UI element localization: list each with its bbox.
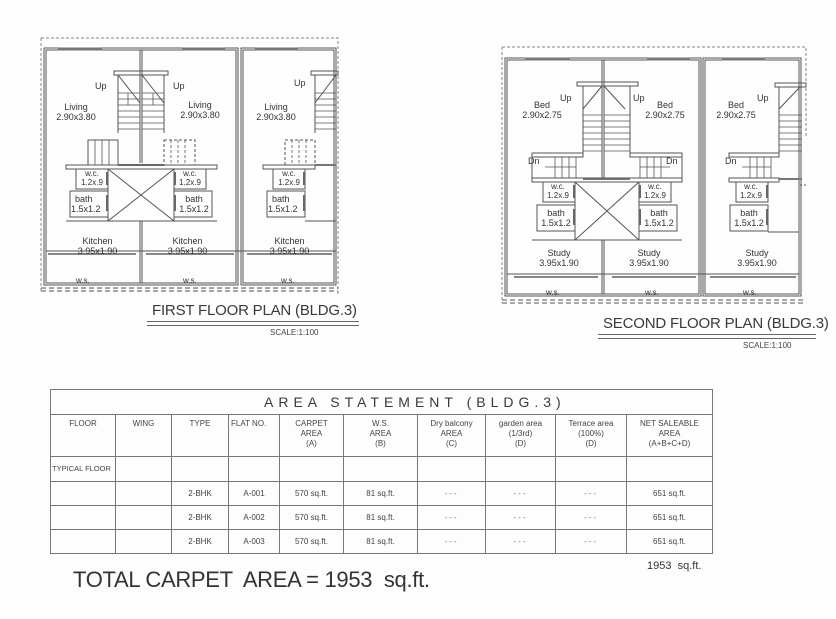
flat-no-cell: A-001	[229, 482, 280, 506]
wc-dimension: 1.2x.9	[547, 191, 569, 200]
col-header-garden-area: garden area (1/3rd) (D)	[486, 415, 556, 457]
terrace-area-cell: ---	[556, 506, 627, 530]
room-dimension: 3.95x1.90	[167, 246, 208, 256]
bath-label: bath	[740, 208, 758, 218]
wc-dimension: 1.2x.9	[81, 178, 103, 187]
wing-cell	[116, 482, 172, 506]
total-carpet-area: TOTAL CARPET AREA = 1953 sq.ft.	[73, 567, 430, 592]
ws-label: w.s.	[546, 288, 560, 297]
dry-balcony-cell: ---	[418, 506, 486, 530]
bath-dimension: 1.5x1.2	[644, 218, 674, 228]
col-header-ws-area: W.S. AREA (B)	[344, 415, 418, 457]
wc-dimension: 1.2x.9	[644, 191, 666, 200]
col-header-carpet-area: CARPET AREA (A)	[280, 415, 344, 457]
ws-area-cell: 81 sq.ft.	[344, 530, 418, 554]
wc-dimension: 1.2x.9	[278, 178, 300, 187]
room-name: Kitchen	[82, 236, 113, 246]
terrace-area-cell: ---	[556, 530, 627, 554]
bath-label: bath	[650, 208, 668, 218]
wc-label: w.c.	[282, 169, 296, 178]
stair-down-label: Dn	[725, 156, 737, 166]
floor-cell: TYPICAL FLOOR	[51, 457, 116, 482]
first-floor-plan-title: FIRST FLOOR PLAN (BLDG.3)	[152, 302, 357, 319]
table-row	[51, 482, 713, 506]
bath-dimension: 1.5x1.2	[179, 204, 209, 214]
ws-label: w.s.	[281, 276, 295, 285]
ws-area-cell: 81 sq.ft.	[344, 482, 418, 506]
wc-dimension: 1.2x.9	[179, 178, 201, 187]
room-name: Bed	[727, 100, 744, 110]
bath-label: bath	[75, 194, 93, 204]
garden-area-cell: ---	[486, 530, 556, 554]
title-underline	[147, 321, 359, 326]
title-underline	[598, 334, 816, 339]
room-name: Kitchen	[172, 236, 203, 246]
col-header-floor: FLOOR	[51, 415, 116, 457]
room-name: Study	[547, 248, 571, 258]
carpet-area-cell: 570 sq.ft.	[280, 482, 344, 506]
floor-cell	[51, 482, 116, 506]
floor-cell	[51, 506, 116, 530]
room-name: Living	[264, 102, 288, 112]
room-dimension: 2.90x3.80	[56, 112, 96, 122]
stair-up-label: Up	[633, 93, 645, 103]
dry-balcony-cell: ---	[418, 530, 486, 554]
flat-no-cell: A-003	[229, 530, 280, 554]
col-header-wing: WING	[116, 415, 172, 457]
bath-label: bath	[272, 194, 290, 204]
ws-area-cell: 81 sq.ft.	[344, 506, 418, 530]
wing-cell	[116, 530, 172, 554]
room-dimension: 2.90x2.75	[522, 110, 562, 120]
wc-label: w.c.	[648, 182, 662, 191]
room-name: Study	[637, 248, 661, 258]
area-statement-title: AREA STATEMENT (BLDG.3)	[51, 390, 713, 415]
table-row	[51, 530, 713, 554]
room-dimension: 3.95x1.90	[539, 258, 579, 268]
garden-area-cell: ---	[486, 482, 556, 506]
room-dimension: 3.95x1.90	[737, 258, 777, 268]
garden-area-cell: ---	[486, 506, 556, 530]
wc-label: w.c.	[551, 182, 565, 191]
type-cell: 2-BHK	[172, 506, 229, 530]
room-name: Bed	[533, 100, 550, 110]
col-header-flat-no: FLAT NO.	[229, 415, 280, 457]
bath-dimension: 1.5x1.2	[734, 218, 764, 228]
wc-label: w.c.	[744, 182, 758, 191]
room-name: Study	[745, 248, 769, 258]
room-dimension: 2.90x3.80	[180, 110, 220, 120]
table-header-row	[51, 415, 713, 457]
wc-label: w.c.	[85, 169, 99, 178]
col-header-type: TYPE	[172, 415, 229, 457]
ws-label: w.s.	[743, 288, 757, 297]
dry-balcony-cell: ---	[418, 482, 486, 506]
typical-floor-row	[51, 457, 713, 482]
net-saleable-cell: 651 sq.ft.	[627, 530, 713, 554]
room-name: Living	[64, 102, 88, 112]
bath-label: bath	[185, 194, 203, 204]
room-name: Kitchen	[274, 236, 305, 246]
area-statement-table	[50, 389, 713, 554]
stair-down-label: Dn	[666, 156, 678, 166]
bath-label: bath	[547, 208, 565, 218]
stair-up-label: Up	[294, 78, 306, 88]
type-cell: 2-BHK	[172, 530, 229, 554]
ws-label: w.s.	[645, 288, 659, 297]
wing-cell	[116, 506, 172, 530]
room-dimension: 2.90x3.80	[256, 112, 296, 122]
wc-label: w.c.	[183, 169, 197, 178]
ws-label: w.s.	[76, 276, 90, 285]
floor-cell	[51, 530, 116, 554]
type-cell: 2-BHK	[172, 482, 229, 506]
room-dimension: 3.95x1.90	[77, 246, 118, 256]
net-saleable-cell: 651 sq.ft.	[627, 506, 713, 530]
stair-down-label: Dn	[528, 156, 540, 166]
col-header-dry-balcony: Dry balcony AREA (C)	[418, 415, 486, 457]
second-floor-scale: SCALE:1:100	[743, 341, 792, 350]
bath-dimension: 1.5x1.2	[541, 218, 571, 228]
col-header-terrace-area: Terrace area (100%) (D)	[556, 415, 627, 457]
carpet-area-cell: 570 sq.ft.	[280, 530, 344, 554]
net-saleable-total: 1953 sq.ft.	[647, 560, 702, 572]
room-dimension: 2.90x2.75	[645, 110, 685, 120]
bath-dimension: 1.5x1.2	[71, 204, 101, 214]
table-row	[51, 506, 713, 530]
room-dimension: 2.90x2.75	[716, 110, 756, 120]
net-saleable-cell: 651 sq.ft.	[627, 482, 713, 506]
room-name: Bed	[656, 100, 673, 110]
room-dimension: 3.95x1.90	[629, 258, 669, 268]
flat-no-cell: A-002	[229, 506, 280, 530]
room-name: Living	[188, 100, 212, 110]
col-header-net-saleable: NET SALEABLE AREA (A+B+C+D)	[627, 415, 713, 457]
ws-label: w.s.	[183, 276, 197, 285]
room-dimension: 3.95x1.90	[269, 246, 310, 256]
terrace-area-cell: ---	[556, 482, 627, 506]
second-floor-plan-title: SECOND FLOOR PLAN (BLDG.3)	[603, 315, 829, 332]
wc-dimension: 1.2x.9	[740, 191, 762, 200]
carpet-area-cell: 570 sq.ft.	[280, 506, 344, 530]
bath-dimension: 1.5x1.2	[268, 204, 298, 214]
stair-up-label: Up	[560, 93, 572, 103]
stair-up-label: Up	[173, 81, 185, 91]
first-floor-scale: SCALE:1:100	[270, 328, 319, 337]
stair-up-label: Up	[95, 81, 107, 91]
stair-up-label: Up	[757, 93, 769, 103]
